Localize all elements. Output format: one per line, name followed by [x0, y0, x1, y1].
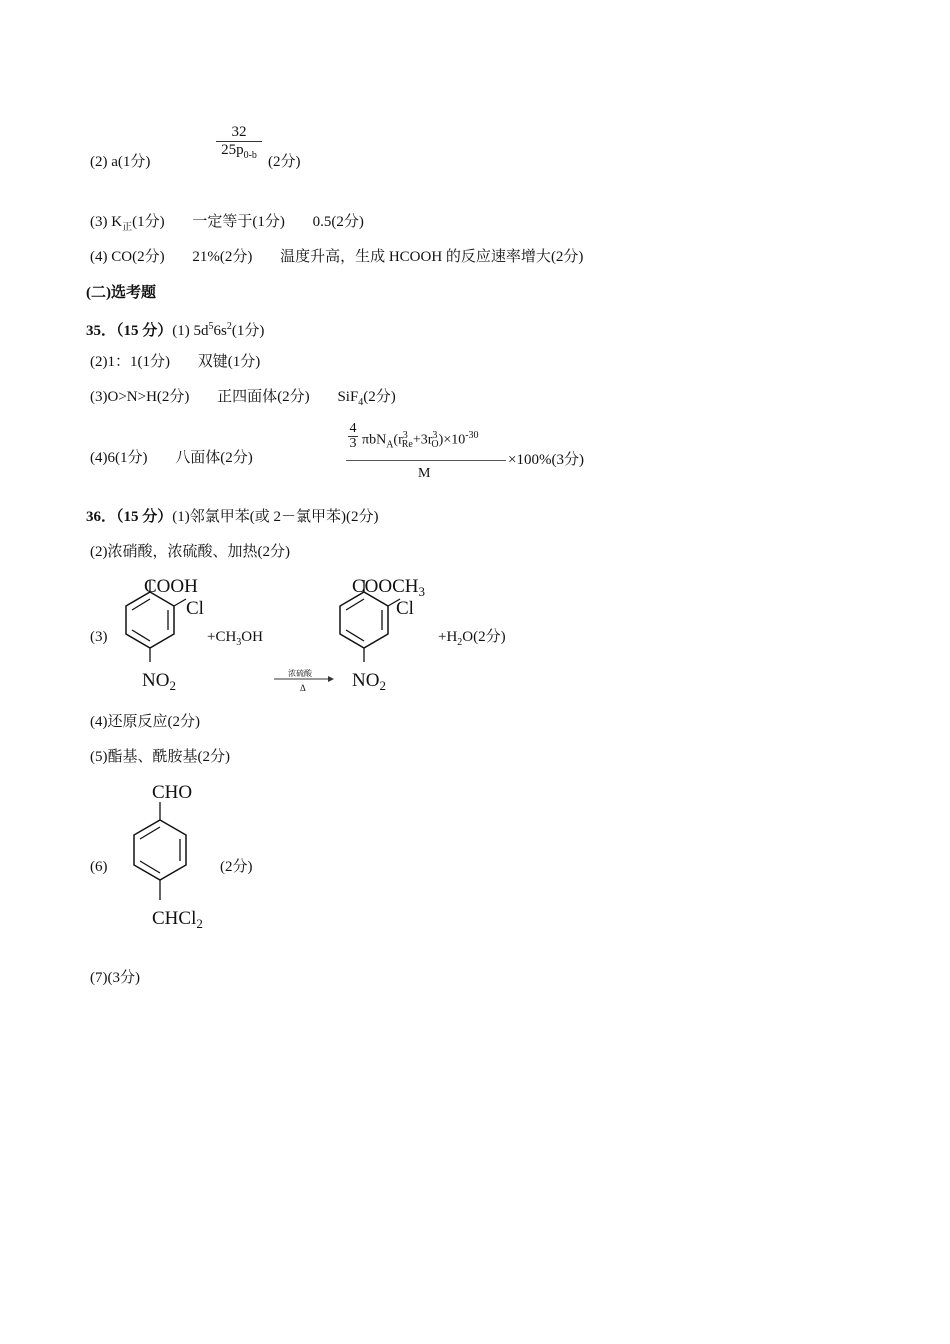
density-percent: ×100%(3分) [508, 452, 584, 468]
section-heading: (二)选考题 [86, 285, 156, 301]
q35-line4: (4)6(1分) 八面体(2分) [90, 450, 253, 466]
answer-2: (2) a(1分) [90, 154, 151, 170]
svg-text:COOH: COOH [144, 576, 198, 597]
q35-line2: (2)1：1(1分) 双键(1分) [90, 354, 261, 370]
q36-line6-score: (2分) [220, 859, 253, 875]
answer-4: (4) CO(2分) 21%(2分) 温度升高，生成 HCOOH 的反应速率增大(2分) [90, 249, 584, 265]
svg-text:NO2: $NO_2$ [142, 670, 176, 693]
q36-line3-label: (3) [90, 629, 108, 645]
q36-line4: (4)还原反应(2分) [90, 714, 201, 730]
q36-line5: (5)酯基、酰胺基(2分) [90, 749, 231, 765]
q36-line2: (2)浓硝酸，浓硫酸、加热(2分) [90, 544, 291, 560]
svg-text:CHO: CHO [152, 782, 193, 803]
svg-text:Cl: Cl [396, 598, 414, 619]
svg-text:浓硫酸: 浓硫酸 [288, 669, 312, 678]
fraction-32-over-25p: $\frac{32}{25p_{0-b}}$ [216, 124, 262, 161]
answer-3: (3) $K_正(1$分) 一定等于(1分) 0.5(2分) [90, 214, 364, 233]
svg-text:Cl: Cl [186, 598, 204, 619]
methanol: $+CH_3OH$ [207, 629, 263, 648]
water-product: $+H_2O(2$分) [438, 629, 506, 648]
svg-text:Δ: Δ [300, 683, 306, 693]
q36-line6-label: (6) [90, 859, 108, 875]
q36-line1: 36．（15 分）(1)邻氯甲苯(或 2－氯甲苯)(2分) [86, 509, 379, 525]
svg-text:COOCH3: $COOCH_3$ [352, 576, 426, 599]
q36-line7: (7)(3分) [90, 970, 140, 986]
svg-text:CHCl2: CHCl$_2$ [152, 908, 203, 931]
svg-text:NO2: $NO_2$ [352, 670, 386, 693]
aldehyde-structure [128, 780, 228, 936]
answer-2-score: (2分) [268, 154, 301, 170]
reaction-arrow [272, 668, 336, 696]
q35-line3: (3)O>N>H(2分) 正四面体(2分) SiF$_4$(2分) [90, 389, 396, 408]
q35-line1: 35．（15 分）(1) $5d^56s^2(1$分) [86, 321, 265, 339]
product-structure [334, 572, 454, 694]
